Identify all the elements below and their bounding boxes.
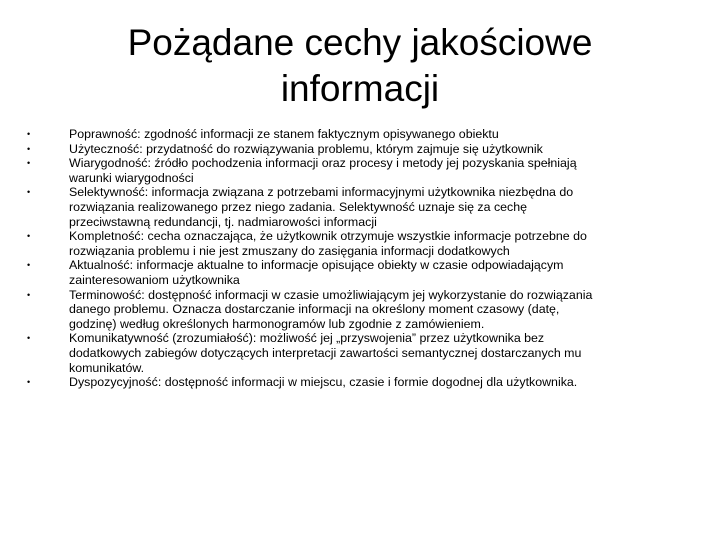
list-item-text-line: Selektywność: informacja związana z potrzebami informacyjnymi użytkownika niezbędna do xyxy=(69,185,574,200)
list-item-text-line: Poprawność: zgodność informacji ze stanem faktycznym opisywanego obiektu xyxy=(69,127,499,141)
list-item xyxy=(24,229,672,258)
list-item xyxy=(24,258,672,287)
slide-title xyxy=(40,20,680,112)
bullet-icon: • xyxy=(27,260,31,271)
list-item-text-line: Wiarygodność: źródło pochodzenia informacji oraz procesy i metody jej pozyskania spełniają xyxy=(69,156,577,171)
list-item xyxy=(24,375,672,390)
bullet-icon: • xyxy=(27,377,31,388)
list-item-text-line: warunki wiarygodności xyxy=(69,170,194,185)
list-item xyxy=(24,142,672,157)
list-item-text-line: rozwiązania problemu i nie jest zmuszany do zasięgania informacji dodatkowych xyxy=(69,243,510,258)
list-item xyxy=(24,288,672,332)
bullet-icon: • xyxy=(27,143,31,154)
list-item xyxy=(24,127,672,142)
slide-title-line: informacji xyxy=(280,68,440,109)
bullet-list xyxy=(24,127,672,390)
list-item-text-line: zainteresowaniom użytkownika xyxy=(69,272,240,287)
list-item-text-line: Kompletność: cecha oznaczająca, że użytkownik otrzymuje wszystkie informacje potrzebne do xyxy=(69,229,587,244)
list-item-text-line: Terminowość: dostępność informacji w czasie umożliwiającym jej wykorzystanie do rozwiązania xyxy=(69,287,593,302)
bullet-icon: • xyxy=(27,129,31,139)
list-item-text-line: komunikatów. xyxy=(69,360,145,375)
list-item-text-line: Użyteczność: przydatność do rozwiązywania problemu, którym zajmuje się użytkownik xyxy=(69,141,543,156)
bullet-icon: • xyxy=(27,289,31,300)
bullet-icon: • xyxy=(27,231,31,242)
slide-title-line: Pożądane cechy jakościowe xyxy=(127,22,593,63)
list-item-text-line: dodatkowych zabiegów dotyczących interpretacji zawartości semantycznej dostarczanych mu xyxy=(69,345,582,360)
bullet-icon: • xyxy=(27,158,31,169)
list-item xyxy=(24,156,672,185)
list-item xyxy=(24,331,672,375)
bullet-icon: • xyxy=(27,333,31,344)
list-item-text-line: Dyspozycyjność: dostępność informacji w miejscu, czasie i formie dogodnej dla użytkownika. xyxy=(69,375,578,390)
list-item xyxy=(24,185,672,229)
list-item-text-line: godzinę) według określonych harmonogramów lub zgodnie z zamówieniem. xyxy=(69,316,485,331)
list-item-text-line: danego problemu. Oznacza dostarczanie informacji na określony moment czasowy (datę, xyxy=(69,302,560,317)
bullet-icon: • xyxy=(27,187,31,198)
list-item-text-line: przeciwstawną redundancji, tj. nadmiarowości informacji xyxy=(69,214,377,229)
list-item-text-line: Komunikatywność (zrozumiałość): możliwość jej „przyswojenia” przez użytkownika bez xyxy=(69,331,545,346)
list-item-text-line: Aktualność: informacje aktualne to informacje opisujące obiekty w czasie odpowiadającym xyxy=(69,258,564,273)
list-item-text-line: rozwiązania realizowanego przez niego zadania. Selektywność uznaje się za cechę xyxy=(69,199,528,214)
